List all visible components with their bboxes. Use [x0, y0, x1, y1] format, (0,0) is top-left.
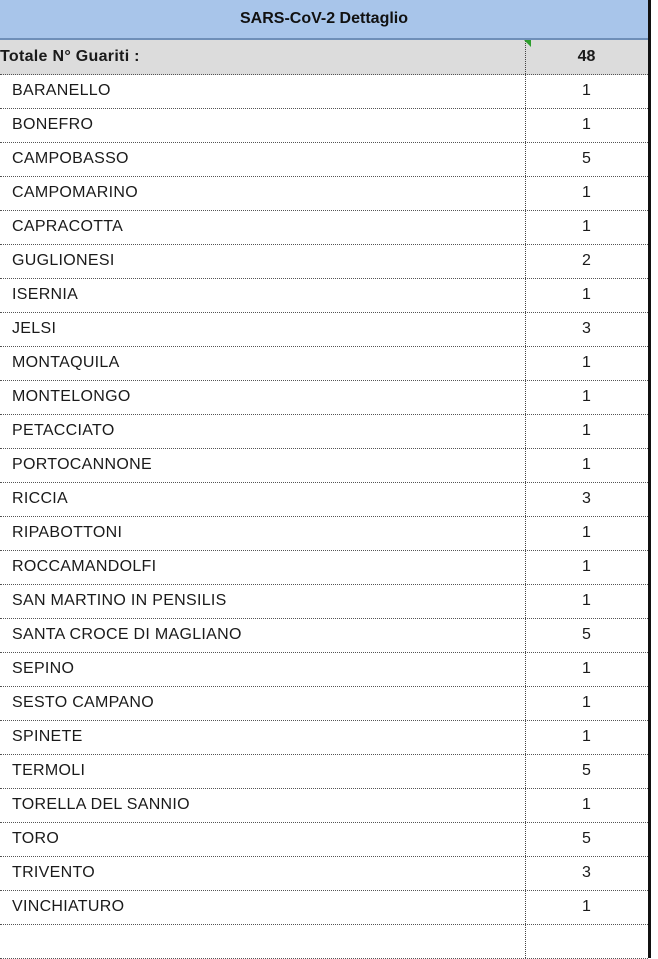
table-row[interactable]	[0, 482, 648, 517]
recovered-count: 1	[582, 796, 591, 813]
recovered-count: 1	[582, 218, 591, 235]
municipality-name: TRIVENTO	[12, 864, 96, 881]
municipality-name: BONEFRO	[12, 116, 94, 133]
municipality-name: Totale N° Guariti :	[0, 48, 140, 65]
column-divider	[525, 40, 526, 958]
municipality-name: BARANELLO	[12, 82, 111, 99]
municipality-name: SANTA CROCE DI MAGLIANO	[12, 626, 242, 643]
table-row[interactable]	[0, 924, 648, 959]
table-header	[0, 0, 648, 40]
recovered-count: 1	[582, 116, 591, 133]
recovered-count: 3	[582, 864, 591, 881]
municipality-name: CAPRACOTTA	[12, 218, 124, 235]
table-row[interactable]	[0, 516, 648, 551]
table-row[interactable]	[0, 788, 648, 823]
table-row[interactable]	[0, 278, 648, 313]
recovered-count: 3	[582, 320, 591, 337]
table-row[interactable]	[0, 754, 648, 789]
recovered-count: 1	[582, 388, 591, 405]
table-row[interactable]	[0, 346, 648, 381]
recovered-count: 1	[582, 354, 591, 371]
municipality-name: MONTELONGO	[12, 388, 131, 405]
municipality-name: PORTOCANNONE	[12, 456, 152, 473]
sheet-right-border	[648, 0, 651, 958]
recovered-count: 3	[582, 490, 591, 507]
table-row[interactable]	[0, 414, 648, 449]
total-row[interactable]	[0, 40, 648, 75]
municipality-name: JELSI	[12, 320, 57, 337]
table-row[interactable]	[0, 142, 648, 177]
municipality-name: VINCHIATURO	[12, 898, 125, 915]
recovered-count: 48	[577, 48, 596, 65]
table-row[interactable]	[0, 652, 648, 687]
recovered-count: 5	[582, 762, 591, 779]
recovered-count: 5	[582, 830, 591, 847]
table-row[interactable]	[0, 686, 648, 721]
recovered-count: 1	[582, 82, 591, 99]
municipality-name: TORO	[12, 830, 60, 847]
cell-comment-marker-icon	[524, 40, 531, 47]
municipality-name: SESTO CAMPANO	[12, 694, 155, 711]
table-row[interactable]	[0, 720, 648, 755]
recovered-count: 1	[582, 592, 591, 609]
table-row[interactable]	[0, 822, 648, 857]
recovered-count: 5	[582, 626, 591, 643]
municipality-name: CAMPOMARINO	[12, 184, 138, 201]
municipality-name: CAMPOBASSO	[12, 150, 129, 167]
table-row[interactable]	[0, 244, 648, 279]
municipality-name: ROCCAMANDOLFI	[12, 558, 157, 575]
table-title: SARS-CoV-2 Dettaglio	[239, 10, 408, 27]
municipality-name: TORELLA DEL SANNIO	[12, 796, 190, 813]
recovered-count: 1	[582, 184, 591, 201]
municipality-name: GUGLIONESI	[12, 252, 115, 269]
table-row[interactable]	[0, 74, 648, 109]
table-row[interactable]	[0, 448, 648, 483]
municipality-name: MONTAQUILA	[12, 354, 120, 371]
table-row[interactable]	[0, 856, 648, 891]
recovered-count: 1	[582, 286, 591, 303]
municipality-name: ISERNIA	[12, 286, 79, 303]
municipality-name: SAN MARTINO IN PENSILIS	[12, 592, 227, 609]
recovered-count: 1	[582, 524, 591, 541]
recovered-count: 1	[582, 456, 591, 473]
recovered-count: 1	[582, 660, 591, 677]
recovered-count: 1	[582, 694, 591, 711]
table-row[interactable]	[0, 108, 648, 143]
table-row[interactable]	[0, 176, 648, 211]
municipality-name: RICCIA	[12, 490, 69, 507]
table-row[interactable]	[0, 380, 648, 415]
recovered-count: 2	[582, 252, 591, 269]
table-row[interactable]	[0, 210, 648, 245]
municipality-name: PETACCIATO	[12, 422, 115, 439]
table-row[interactable]	[0, 550, 648, 585]
table-row[interactable]	[0, 312, 648, 347]
municipality-name: TERMOLI	[12, 762, 86, 779]
municipality-name: RIPABOTTONI	[12, 524, 123, 541]
table-row[interactable]	[0, 618, 648, 653]
table-row[interactable]	[0, 890, 648, 925]
recovered-count: 1	[582, 898, 591, 915]
recovered-count: 1	[582, 422, 591, 439]
recovered-count: 5	[582, 150, 591, 167]
recovered-count: 1	[582, 728, 591, 745]
municipality-name: SEPINO	[12, 660, 75, 677]
recovered-count: 1	[582, 558, 591, 575]
municipality-name: SPINETE	[12, 728, 83, 745]
table-row[interactable]	[0, 584, 648, 619]
